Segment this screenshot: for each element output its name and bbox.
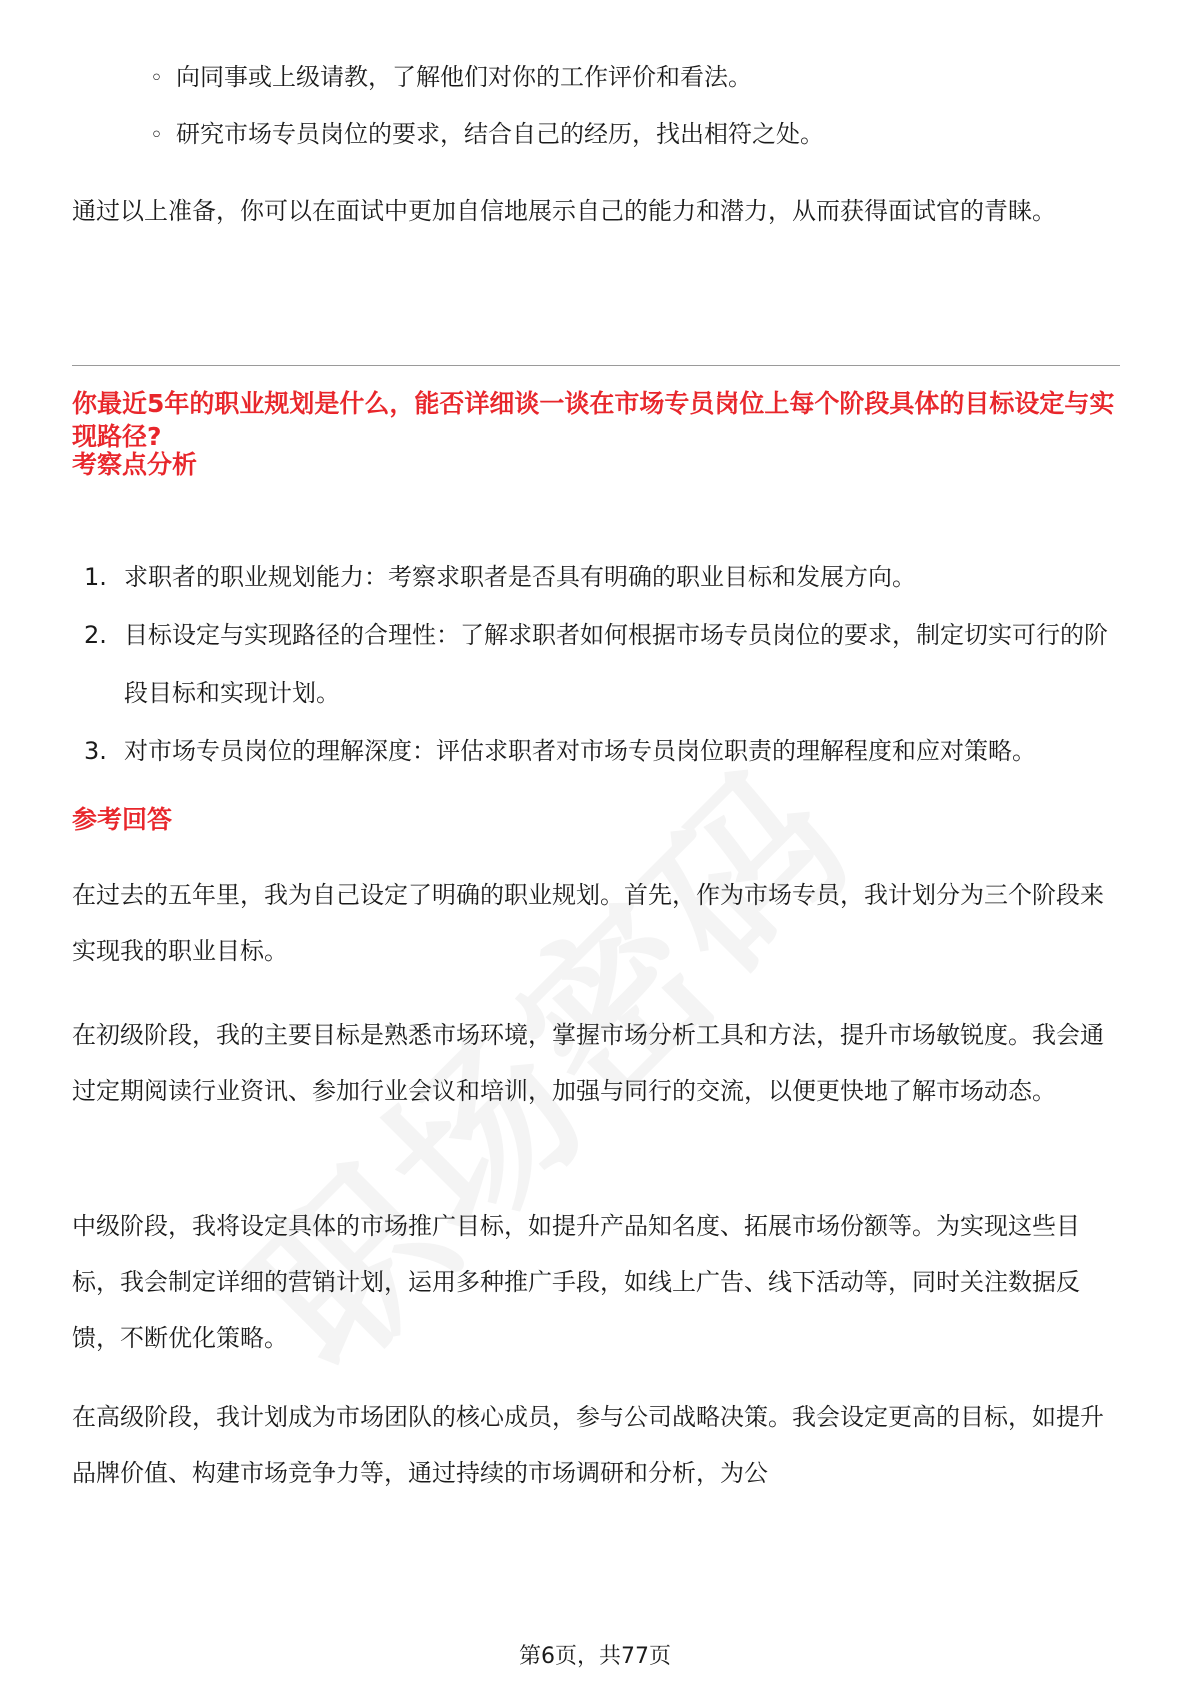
- list-item: [82, 606, 1122, 722]
- intro-bullet-list: [150, 60, 1110, 174]
- answer-paragraph: 在高级阶段，我计划成为市场团队的核心成员，参与公司战略决策。我会设定更高的目标，如提升品牌价值、构建市场竞争力等，通过持续的市场调研和分析，为公: [72, 1403, 1104, 1487]
- section-divider: [72, 365, 1120, 366]
- list-item: [150, 117, 1110, 151]
- closing-paragraph: 通过以上准备，你可以在面试中更加自信地展示自己的能力和潜力，从而获得面试官的青睐。: [72, 197, 1056, 225]
- item-text: 目标设定与实现路径的合理性：了解求职者如何根据市场专员岗位的要求，制定切实可行的阶段目标和实现计划。: [124, 621, 1108, 707]
- answer-paragraph: 在初级阶段，我的主要目标是熟悉市场环境，掌握市场分析工具和方法，提升市场敏锐度。我会通过定期阅读行业资讯、参加行业会议和培训，加强与同行的交流，以便更快地了解市场动态。: [72, 1021, 1104, 1105]
- interview-question: 你最近5年的职业规划是什么，能否详细谈一谈在市场专员岗位上每个阶段具体的目标设定与实现路径?: [72, 389, 1115, 451]
- bullet-text: 向同事或上级请教，了解他们对你的工作评价和看法。: [176, 63, 752, 91]
- list-item: [82, 722, 1122, 780]
- item-number: 3.: [84, 737, 107, 765]
- bullet-marker: ◦: [150, 66, 163, 91]
- analysis-list: [82, 548, 1122, 780]
- analysis-title: 考察点分析: [72, 450, 198, 479]
- item-text: 对市场专员岗位的理解深度：评估求职者对市场专员岗位职责的理解程度和应对策略。: [124, 737, 1036, 765]
- list-item: [82, 548, 1122, 606]
- answer-title: 参考回答: [72, 805, 173, 834]
- item-number: 1.: [84, 563, 107, 591]
- item-text: 求职者的职业规划能力：考察求职者是否具有明确的职业目标和发展方向。: [124, 563, 916, 591]
- bullet-text: 研究市场专员岗位的要求，结合自己的经历，找出相符之处。: [176, 120, 824, 148]
- answer-paragraph: 在过去的五年里，我为自己设定了明确的职业规划。首先，作为市场专员，我计划分为三个阶段来实现我的职业目标。: [72, 881, 1104, 965]
- item-number: 2.: [84, 621, 107, 649]
- bullet-marker: ◦: [150, 123, 163, 148]
- page-number: 第6页，共77页: [519, 1644, 671, 1669]
- answer-paragraph: 中级阶段，我将设定具体的市场推广目标，如提升产品知名度、拓展市场份额等。为实现这些目标，我会制定详细的营销计划，运用多种推广手段，如线上广告、线下活动等，同时关注数据反馈，不断优化策略。: [72, 1212, 1080, 1352]
- list-item: [150, 60, 1110, 94]
